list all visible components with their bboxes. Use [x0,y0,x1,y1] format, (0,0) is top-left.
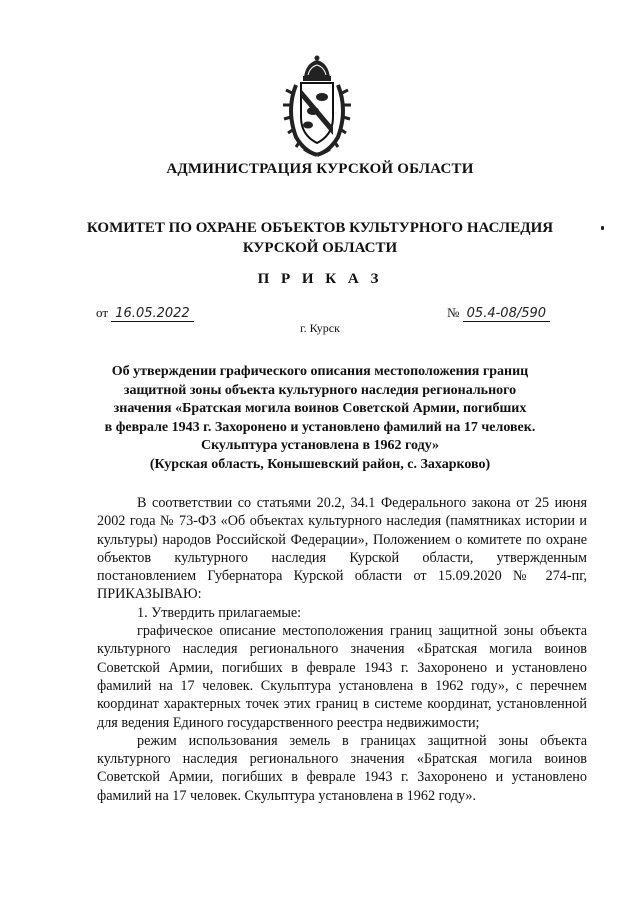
order-number [447,305,550,322]
body-paragraph-item-1: 1. Утвердить прилагаемые: [137,604,302,621]
date-value: 16.05.2022 [111,306,193,322]
date-prefix: от [96,305,109,320]
body-paragraph-preamble: В соответствии со статьями 20.2, 34.1 Федерального закона от 25 июня 2002 года № 73-ФЗ «Об объектах культурного наследия (памятниках истории и культуры) народов Российской Федерации», Положением о комитете по охране объектов культурного наследия Курской области, утвержденным постановлением Губернатора Курской области от 15.09.2020 № 274-пг, ПРИКАЗЫВАЮ: [97,495,587,603]
body-paragraph-land-use-regime: режим использования земель в границах защитной зоны объекта культурного наследия регионального значения «Братская могила воинов Советской Армии, погибших в феврале 1943 г. Захоронено и установлено фамилий на 17 человек. Скульптура установлена в 1962 году». [97,732,587,804]
kursk-coat-of-arms-icon [282,55,352,160]
subject-line-4: в феврале 1943 г. Захоронено и установлено фамилий на 17 человек. [104,419,536,435]
subject-line-5: Скульптура установлена в 1962 году» [200,438,440,453]
subject-line-1: Об утверждении графического описания местоположения границ [111,364,529,379]
city-label: г. Курск [300,321,340,335]
crown-icon [303,56,331,82]
document-type-heading: П Р И К А З [257,271,383,287]
subject-line-3: значения «Братская могила воинов Советской Армии, погибших [113,401,527,416]
number-value: 05.4-08/590 [463,306,550,322]
administration-title: АДМИНИСТРАЦИЯ КУРСКОЙ ОБЛАСТИ [166,161,474,177]
body-paragraph-graphic-description: графическое описание местоположения границ защитной зоны объекта культурного наследия регионального значения «Братская могила воинов Советской Армии, погибших в феврале 1943 г. Захоронено и установлено фамилий на 17 человек. Скульптура установлена в 1962 году», с перечнем координат характерных точек этих границ в системе координат, установленной для ведения Единого государственного реестра недвижимости; [97,623,587,731]
committee-title-line2: КУРСКОЙ ОБЛАСТИ [242,240,398,256]
subject-line-2: защитной зоны объекта культурного наследия регионального [123,382,517,398]
subject-line-6: (Курская область, Конышевский район, с. Захарково) [149,456,491,472]
number-prefix: № [447,305,460,320]
order-date [96,305,194,322]
ink-speck [601,226,604,230]
committee-title [0,218,640,258]
committee-title-line1: КОМИТЕТ ПО ОХРАНЕ ОБЪЕКТОВ КУЛЬТУРНОГО НАСЛЕДИЯ [86,220,554,236]
order-body [97,494,587,805]
order-subject [0,363,640,474]
